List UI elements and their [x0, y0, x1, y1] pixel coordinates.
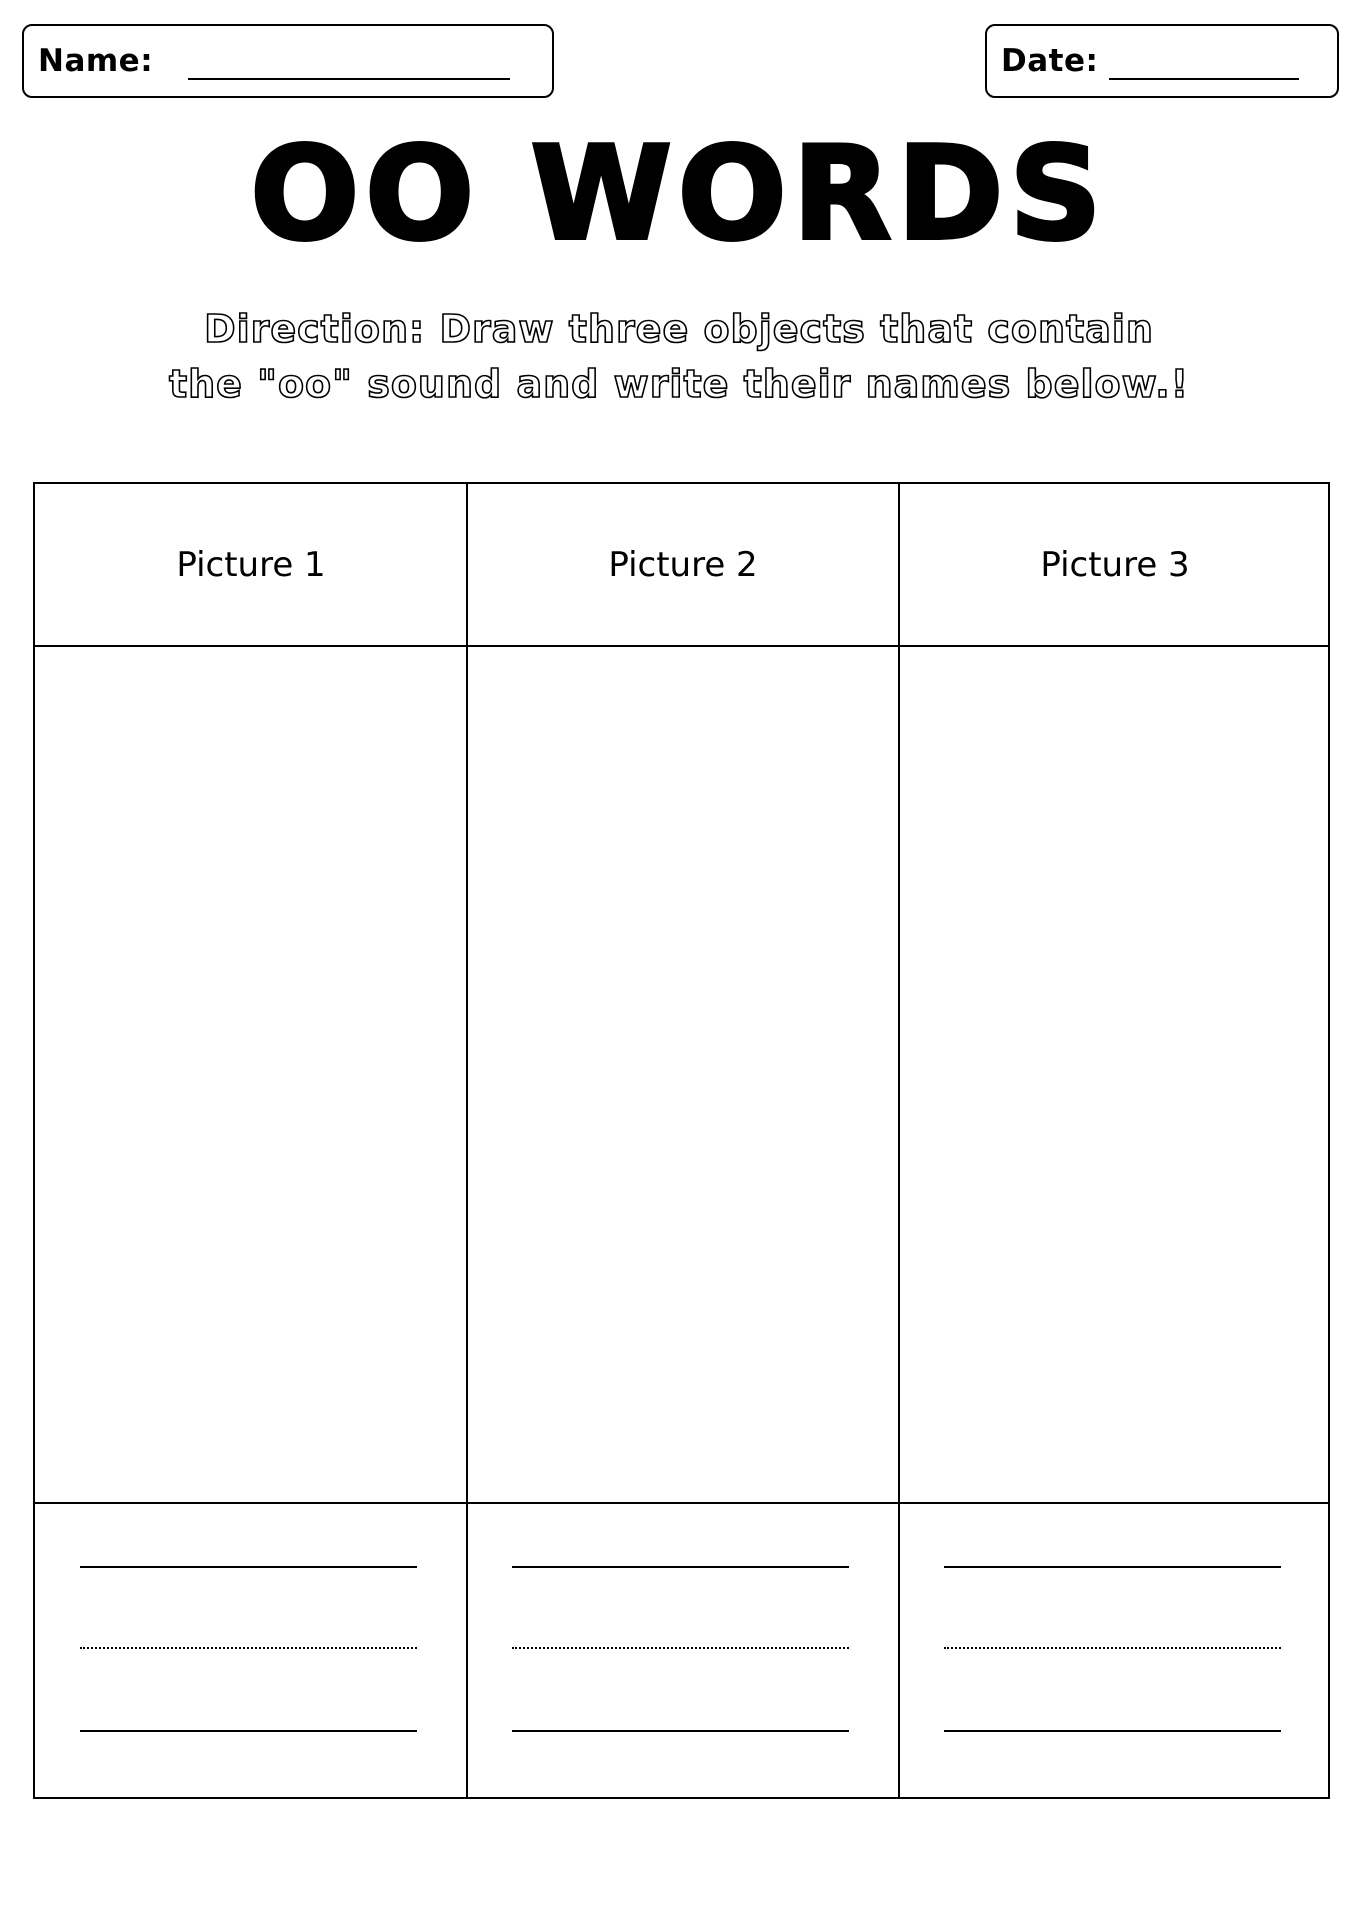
write-line-bottom[interactable] — [944, 1730, 1281, 1732]
drawing-area-1[interactable] — [35, 645, 467, 1502]
drawing-area-3[interactable] — [899, 645, 1331, 1502]
write-line-top[interactable] — [512, 1566, 849, 1568]
write-line-middle-dotted[interactable] — [512, 1647, 849, 1649]
date-field-box — [985, 24, 1339, 98]
name-write-line[interactable] — [188, 78, 510, 80]
write-line-top[interactable] — [80, 1566, 417, 1568]
column-picture-2 — [467, 484, 899, 1797]
writing-area-3 — [899, 1502, 1331, 1797]
drawing-area-2[interactable] — [467, 645, 899, 1502]
column-picture-1 — [35, 484, 467, 1797]
column-header-picture-3: Picture 3 — [1040, 544, 1190, 585]
column-header-picture-1: Picture 1 — [176, 544, 326, 585]
worksheet-table — [33, 482, 1330, 1799]
writing-area-2 — [467, 1502, 899, 1797]
page-title: OO WORDS — [250, 120, 1108, 269]
direction-text-line-2: the "oo" sound and write their names below.! — [168, 362, 1190, 406]
name-label: Name: — [38, 43, 154, 79]
write-line-middle-dotted[interactable] — [80, 1647, 417, 1649]
name-field-box — [22, 24, 554, 98]
writing-area-1 — [35, 1502, 467, 1797]
date-write-line[interactable] — [1109, 78, 1299, 80]
column-picture-3 — [899, 484, 1331, 1797]
direction-text-line-1: Direction: Draw three objects that contain — [204, 307, 1154, 351]
write-line-bottom[interactable] — [80, 1730, 417, 1732]
date-label: Date: — [1001, 43, 1099, 79]
column-header-picture-2: Picture 2 — [608, 544, 758, 585]
write-line-middle-dotted[interactable] — [944, 1647, 1281, 1649]
write-line-bottom[interactable] — [512, 1730, 849, 1732]
write-line-top[interactable] — [944, 1566, 1281, 1568]
